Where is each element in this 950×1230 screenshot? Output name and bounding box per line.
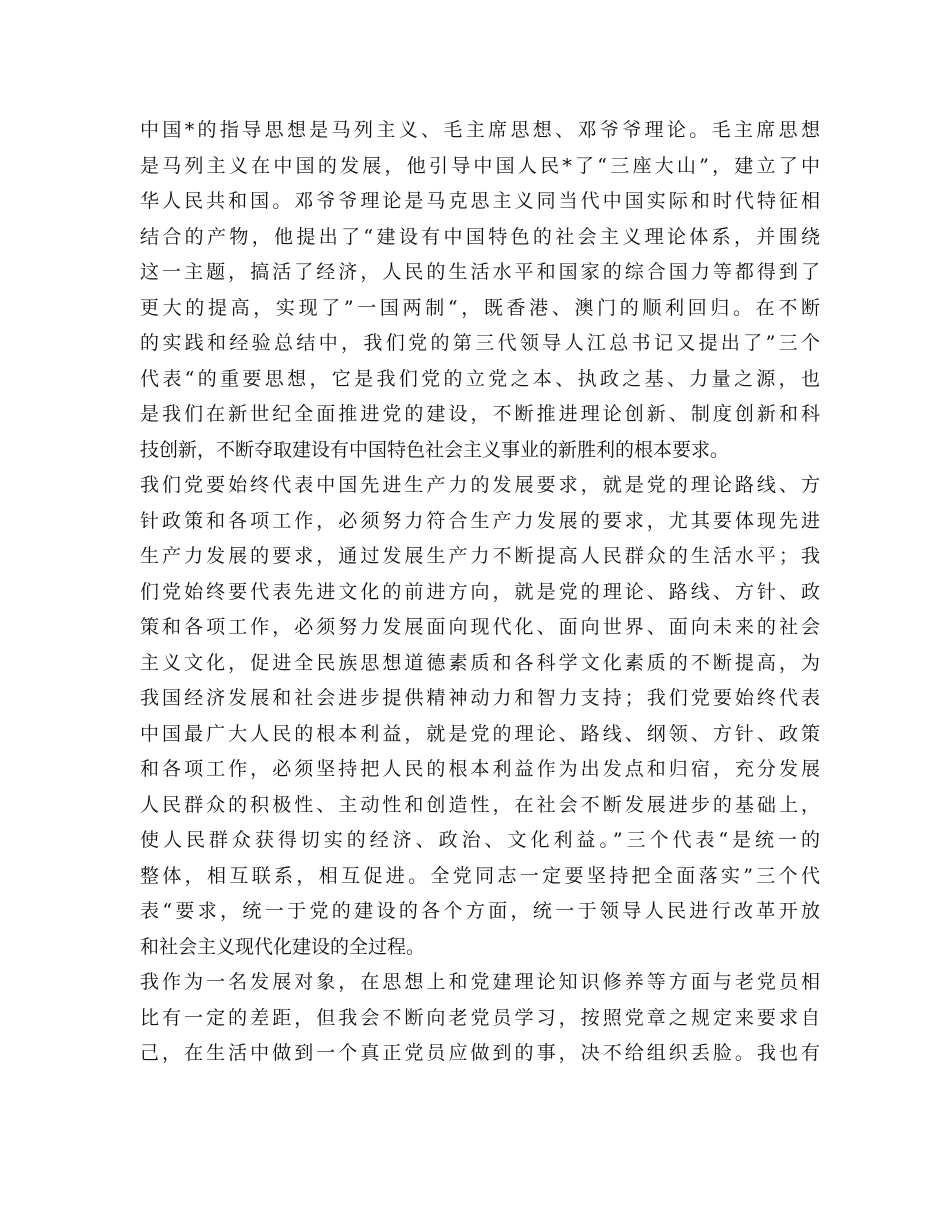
text-line: 华人民共和国。邓爷爷理论是马克思主义同当代中国实际和时代特征相	[140, 190, 820, 212]
text-line: 是我们在新世纪全面推进党的建设，不断推进理论创新、制度创新和科	[140, 403, 820, 425]
text-line: 生产力发展的要求，通过发展生产力不断提高人民群众的生活水平；我	[140, 545, 820, 567]
text-line: 人民群众的积极性、主动性和创造性，在社会不断发展进步的基础上，	[140, 793, 820, 816]
text-line: 我们党要始终代表中国先进生产力的发展要求，就是党的理论路线、方	[140, 474, 820, 496]
text-line: 中国*的指导思想是马列主义、毛主席思想、邓爷爷理论。毛主席思想	[140, 119, 820, 141]
text-line: 策和各项工作，必须努力发展面向现代化、面向世界、面向未来的社会	[140, 616, 820, 638]
text-line: 针政策和各项工作，必须努力符合生产力发展的要求，尤其要体现先进	[140, 509, 820, 532]
text-line: 和社会主义现代化建设的全过程。	[140, 935, 426, 958]
text-line: 使人民群众获得切实的经济、政治、文化利益。”三个代表“是统一的	[140, 829, 820, 851]
text-line: 主义文化，促进全民族思想道德素质和各科学文化素质的不断提高，为	[140, 651, 820, 674]
text-line: 表“要求，统一于党的建设的各个方面，统一于领导人民进行改革开放	[140, 900, 820, 922]
text-line: 这一主题，搞活了经济，人民的生活水平和国家的综合国力等都得到了	[140, 261, 820, 283]
text-line: 和各项工作，必须坚持把人民的根本利益作为出发点和归宿，充分发展	[140, 758, 820, 780]
text-line: 我国经济发展和社会进步提供精神动力和智力支持；我们党要始终代表	[140, 687, 820, 709]
text-line: 是马列主义在中国的发展，他引导中国人民*了“三座大山”，建立了中	[140, 154, 820, 177]
text-line: 中国最广大人民的根本利益，就是党的理论、路线、纲领、方针、政策	[140, 722, 820, 745]
text-line: 己，在生活中做到一个真正党员应做到的事，决不给组织丢脸。我也有	[140, 1042, 820, 1064]
text-line: 结合的产物，他提出了“建设有中国特色的社会主义理论体系，并围绕	[140, 225, 820, 248]
text-line: 我作为一名发展对象，在思想上和党建理论知识修养等方面与老党员相	[140, 971, 820, 993]
text-line: 的实践和经验总结中，我们党的第三代领导人江总书记又提出了”三个	[140, 332, 820, 354]
text-line: 整体，相互联系，相互促进。全党同志一定要坚持把全面落实”三个代	[140, 864, 820, 887]
text-line: 比有一定的差距，但我会不断向老党员学习，按照党章之规定来要求自	[140, 1006, 820, 1029]
text-line: 更大的提高，实现了”一国两制“，既香港、澳门的顺利回归。在不断	[140, 296, 820, 319]
text-line: 代表“的重要思想，它是我们党的立党之本、执政之基、力量之源，也	[140, 367, 820, 390]
text-line: 们党始终要代表先进文化的前进方向，就是党的理论、路线、方针、政	[140, 580, 820, 603]
text-line: 技创新，不断夺取建设有中国特色社会主义事业的新胜利的根本要求。	[140, 438, 730, 461]
body-text	[140, 113, 820, 1072]
